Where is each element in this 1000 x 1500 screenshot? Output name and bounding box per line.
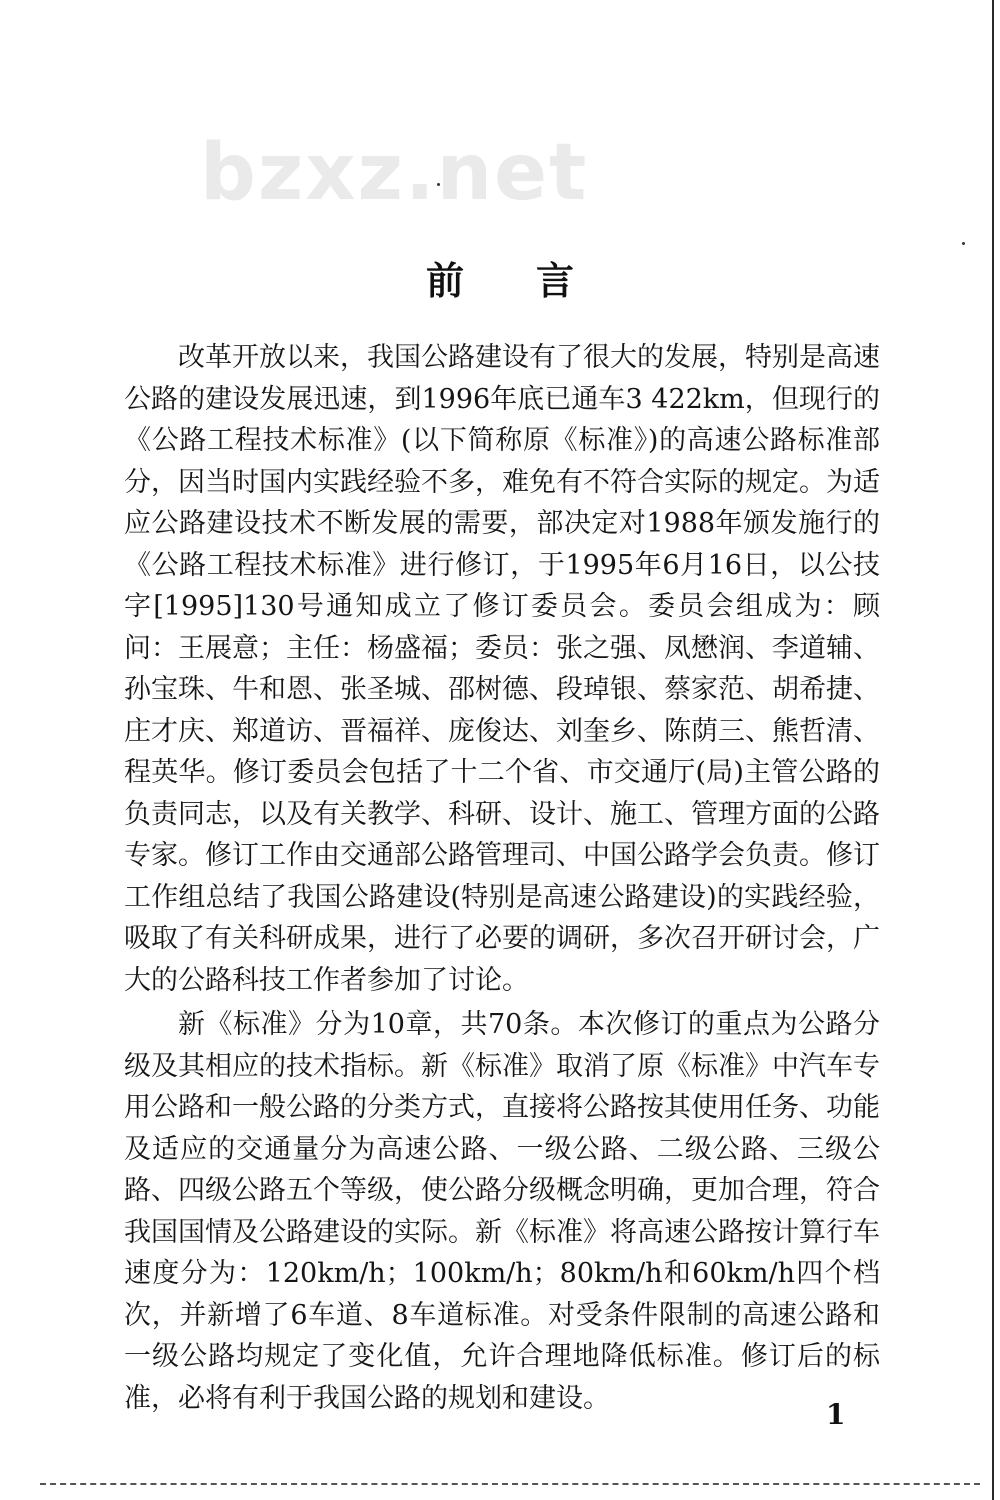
scan-edge-bottom xyxy=(40,1483,980,1486)
scan-speck xyxy=(962,242,965,245)
watermark: bzxz.net xyxy=(200,128,589,218)
body-text xyxy=(124,337,880,1422)
paragraph: 新《标准》分为10章，共70条。本次修订的重点为公路分级及其相应的技术指标。新《标准》取消了原《标准》中汽车专用公路和一般公路的分类方式，直接将公路按其使用任务、功能及适应的交通量分为高速公路、一级公路、二级公路、三级公路、四级公路五个等级，使公路分级概念明确，更加合理，符合我国国情及公路建设的实际。新《标准》将高速公路按计算行车速度分为：120km/h；100km/h；80km/h和60km/h四个档次，并新增了6车道、8车道标准。对受条件限制的高速公路和一级公路均规定了变化值，允许合理地降低标准。修订后的标准，必将有利于我国公路的规划和建设。 xyxy=(124,1009,880,1414)
scan-edge-right xyxy=(992,0,994,1500)
page-number: 1 xyxy=(826,1398,846,1431)
paragraph: 改革开放以来，我国公路建设有了很大的发展，特别是高速公路的建设发展迅速，到1996年底已通车3 422km，但现行的《公路工程技术标准》(以下简称原《标准》)的高速公路标准部分，因当时国内实践经验不多，难免有不符合实际的规定。为适应公路建设技术不断发展的需要，部决定对1988年颁发施行的《公路工程技术标准》进行修订，于1995年6月16日，以公技字[1995]130号通知成立了修订委员会。委员会组成为：顾问：王展意；主任：杨盛福；委员：张之强、凤懋润、李道辅、孙宝珠、牛和恩、张圣城、邵树德、段琸银、蔡家范、胡希捷、庄才庆、郑道访、晋福祥、庞俊达、刘奎乡、陈荫三、熊哲清、程英华。修订委员会包括了十二个省、市交通厅(局)主管公路的负责同志，以及有关教学、科研、设计、施工、管理方面的公路专家。修订工作由交通部公路管理司、中国公路学会负责。修订工作组总结了我国公路建设(特别是高速公路建设)的实践经验，吸取了有关科研成果，进行了必要的调研，多次召开研讨会，广大的公路科技工作者参加了讨论。 xyxy=(124,342,880,996)
page-title: 前言 xyxy=(425,259,646,303)
